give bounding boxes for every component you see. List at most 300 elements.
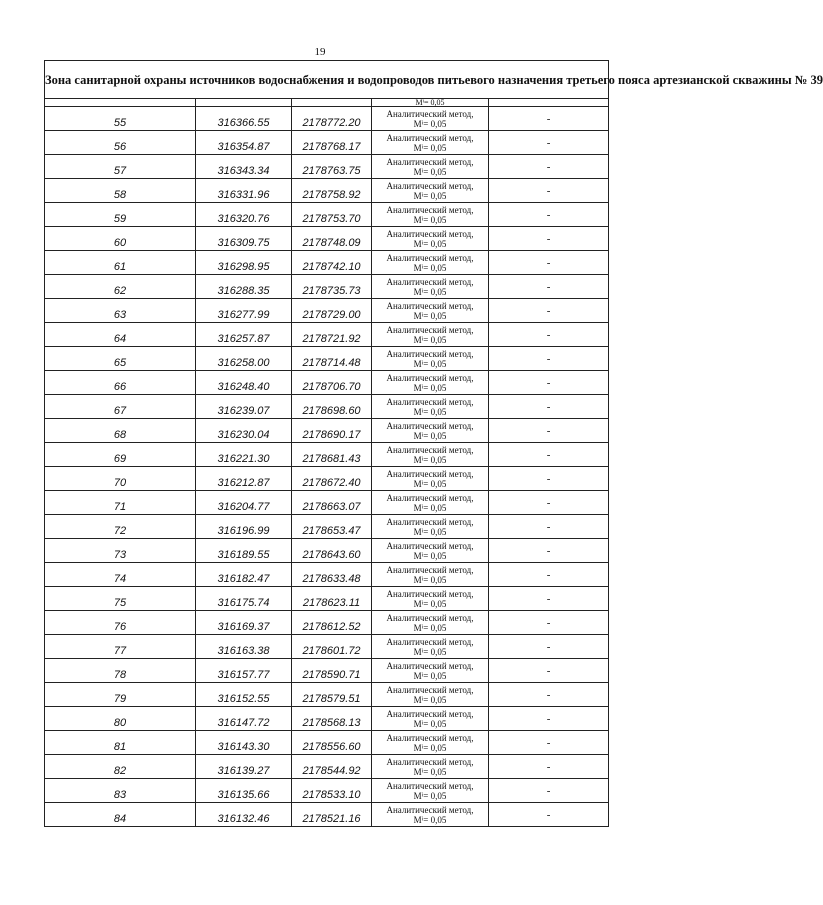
cell-number xyxy=(45,467,196,491)
y-coordinate: 2178753.70 xyxy=(302,212,361,225)
x-coordinate: 316343.34 xyxy=(217,164,270,177)
continuation-row xyxy=(45,99,609,107)
dash-mark: - xyxy=(546,784,551,797)
cell-number xyxy=(45,203,196,227)
cell-y xyxy=(292,803,372,827)
dash-mark: - xyxy=(546,112,551,125)
cell-method xyxy=(372,731,489,755)
x-coordinate: 316175.74 xyxy=(217,596,270,609)
cell-method xyxy=(372,107,489,131)
cell-y xyxy=(292,299,372,323)
x-coordinate: 316298.95 xyxy=(217,260,270,273)
point-number: 84 xyxy=(113,812,127,825)
cell-number xyxy=(45,107,196,131)
cell-y xyxy=(292,539,372,563)
method-value: Mⁱ= 0,05 xyxy=(413,550,447,561)
cell-y xyxy=(292,275,372,299)
cell-extra xyxy=(489,467,609,491)
dash-mark: - xyxy=(546,376,551,389)
table-row xyxy=(45,443,609,467)
table-row xyxy=(45,635,609,659)
y-coordinate: 2178556.60 xyxy=(302,740,361,753)
cell-extra xyxy=(489,515,609,539)
cell-number xyxy=(45,755,196,779)
method-name: Аналитический метод, xyxy=(386,564,474,575)
cell-method xyxy=(372,251,489,275)
cell-y xyxy=(292,707,372,731)
method-name: Аналитический метод, xyxy=(386,108,474,119)
x-coordinate: 316189.55 xyxy=(217,548,270,561)
cell-extra xyxy=(489,99,609,107)
cell-number xyxy=(45,587,196,611)
method-value: Mⁱ= 0,05 xyxy=(413,406,447,417)
dash-mark: - xyxy=(546,400,551,413)
cell-method xyxy=(372,707,489,731)
cell-y xyxy=(292,443,372,467)
dash-mark: - xyxy=(546,640,551,653)
cell-method xyxy=(372,323,489,347)
method-name: Аналитический метод, xyxy=(386,468,474,479)
method-value: Mⁱ= 0,05 xyxy=(413,598,447,609)
cell-y xyxy=(292,563,372,587)
method-name: Аналитический метод, xyxy=(386,156,474,167)
x-coordinate: 316212.87 xyxy=(217,476,270,489)
method-name: Аналитический метод, xyxy=(386,444,474,455)
cell-method xyxy=(372,683,489,707)
cell-method xyxy=(372,539,489,563)
cell-y xyxy=(292,371,372,395)
point-number: 73 xyxy=(113,548,127,561)
cell-y xyxy=(292,515,372,539)
cell-number xyxy=(45,683,196,707)
cell-x xyxy=(196,155,292,179)
cell-extra xyxy=(489,227,609,251)
page-number: 19 xyxy=(314,46,326,58)
cell-extra xyxy=(489,251,609,275)
table-row xyxy=(45,755,609,779)
cell-y xyxy=(292,755,372,779)
point-number: 68 xyxy=(113,428,127,441)
point-number: 74 xyxy=(113,572,127,585)
dash-mark: - xyxy=(546,280,551,293)
cell-extra xyxy=(489,347,609,371)
method-value: Mⁱ= 0,05 xyxy=(413,238,447,249)
method-value: Mⁱ= 0,05 xyxy=(413,190,447,201)
method-name: Аналитический метод, xyxy=(386,420,474,431)
point-number: 66 xyxy=(113,380,127,393)
cell-method xyxy=(372,347,489,371)
point-number: 75 xyxy=(113,596,127,609)
point-number: 78 xyxy=(113,668,127,681)
cell-number xyxy=(45,563,196,587)
cell-extra xyxy=(489,419,609,443)
method-value: Mⁱ= 0,05 xyxy=(413,526,447,537)
dash-mark: - xyxy=(546,520,551,533)
x-coordinate: 316366.55 xyxy=(217,116,270,129)
point-number: 63 xyxy=(113,308,127,321)
dash-mark: - xyxy=(546,232,551,245)
cell-x xyxy=(196,731,292,755)
y-coordinate: 2178772.20 xyxy=(302,116,361,129)
method-value: Mⁱ= 0,05 xyxy=(413,262,447,273)
cell-number xyxy=(45,659,196,683)
method-value: Mⁱ= 0,05 xyxy=(413,814,447,825)
cell-number xyxy=(45,99,196,107)
cell-extra xyxy=(489,491,609,515)
point-number: 62 xyxy=(113,284,127,297)
cell-y xyxy=(292,131,372,155)
cell-method xyxy=(372,659,489,683)
cell-extra xyxy=(489,755,609,779)
x-coordinate: 316182.47 xyxy=(217,572,270,585)
cell-y xyxy=(292,587,372,611)
dash-mark: - xyxy=(546,208,551,221)
cell-extra xyxy=(489,563,609,587)
cell-number xyxy=(45,707,196,731)
cell-number xyxy=(45,443,196,467)
dash-mark: - xyxy=(546,424,551,437)
x-coordinate: 316221.30 xyxy=(217,452,270,465)
dash-mark: - xyxy=(546,136,551,149)
cell-extra xyxy=(489,299,609,323)
dash-mark: - xyxy=(546,160,551,173)
point-number: 58 xyxy=(113,188,127,201)
cell-number xyxy=(45,803,196,827)
method-value: Mⁱ= 0,05 xyxy=(413,454,447,465)
table-row xyxy=(45,227,609,251)
y-coordinate: 2178698.60 xyxy=(302,404,361,417)
method-value: Mⁱ= 0,05 xyxy=(413,646,447,657)
cell-x xyxy=(196,203,292,227)
point-number: 80 xyxy=(113,716,127,729)
table-row xyxy=(45,707,609,731)
table-row xyxy=(45,371,609,395)
x-coordinate: 316152.55 xyxy=(217,692,270,705)
cell-number xyxy=(45,491,196,515)
cell-method xyxy=(372,803,489,827)
table-row xyxy=(45,515,609,539)
cell-y xyxy=(292,99,372,107)
y-coordinate: 2178653.47 xyxy=(302,524,361,537)
table-row xyxy=(45,107,609,131)
cell-x xyxy=(196,299,292,323)
cell-method xyxy=(372,275,489,299)
method-value: Mⁱ= 0,05 xyxy=(413,166,447,177)
cell-extra xyxy=(489,635,609,659)
method-value: Mⁱ= 0,05 xyxy=(413,214,447,225)
cell-y xyxy=(292,395,372,419)
y-coordinate: 2178681.43 xyxy=(302,452,361,465)
dash-mark: - xyxy=(546,616,551,629)
method-name: Аналитический метод, xyxy=(386,324,474,335)
method-value: Mⁱ= 0,05 xyxy=(413,718,447,729)
table-row xyxy=(45,491,609,515)
cell-extra xyxy=(489,155,609,179)
x-coordinate: 316147.72 xyxy=(217,716,270,729)
table-row xyxy=(45,131,609,155)
cell-method xyxy=(372,755,489,779)
cell-x xyxy=(196,443,292,467)
dash-mark: - xyxy=(546,352,551,365)
table-row xyxy=(45,467,609,491)
cell-x xyxy=(196,659,292,683)
cell-y xyxy=(292,227,372,251)
method-name: Аналитический метод, xyxy=(386,516,474,527)
cell-method xyxy=(372,371,489,395)
x-coordinate: 316258.00 xyxy=(217,356,270,369)
method-value: Mⁱ= 0,05 xyxy=(413,622,447,633)
y-coordinate: 2178768.17 xyxy=(302,140,361,153)
y-coordinate: 2178643.60 xyxy=(302,548,361,561)
cell-extra xyxy=(489,707,609,731)
cell-y xyxy=(292,683,372,707)
dash-mark: - xyxy=(546,568,551,581)
cell-extra xyxy=(489,443,609,467)
y-coordinate: 2178544.92 xyxy=(302,764,361,777)
cell-x xyxy=(196,323,292,347)
cell-x xyxy=(196,683,292,707)
method-name: Аналитический метод, xyxy=(386,180,474,191)
cell-method xyxy=(372,155,489,179)
method-name: Аналитический метод, xyxy=(386,492,474,503)
dash-mark: - xyxy=(546,664,551,677)
cell-y xyxy=(292,179,372,203)
table-row xyxy=(45,779,609,803)
x-coordinate: 316257.87 xyxy=(217,332,270,345)
dash-mark: - xyxy=(546,184,551,197)
cell-method-tail: Mⁱ= 0,05 xyxy=(372,99,489,107)
y-coordinate: 2178633.48 xyxy=(302,572,361,585)
cell-extra xyxy=(489,275,609,299)
table-row xyxy=(45,683,609,707)
cell-method xyxy=(372,491,489,515)
x-coordinate: 316139.27 xyxy=(217,764,270,777)
method-name: Аналитический метод, xyxy=(386,708,474,719)
cell-method xyxy=(372,779,489,803)
cell-y xyxy=(292,251,372,275)
x-coordinate: 316277.99 xyxy=(217,308,270,321)
method-value: Mⁱ= 0,05 xyxy=(413,478,447,489)
cell-y xyxy=(292,491,372,515)
point-number: 57 xyxy=(113,164,127,177)
cell-number xyxy=(45,131,196,155)
table-row xyxy=(45,323,609,347)
y-coordinate: 2178742.10 xyxy=(302,260,361,273)
table-row xyxy=(45,587,609,611)
dash-mark: - xyxy=(546,472,551,485)
cell-number xyxy=(45,347,196,371)
cell-x xyxy=(196,611,292,635)
dash-mark: - xyxy=(546,592,551,605)
method-value: Mⁱ= 0,05 xyxy=(413,118,447,129)
y-coordinate: 2178748.09 xyxy=(302,236,361,249)
point-number: 64 xyxy=(113,332,127,345)
y-coordinate: 2178612.52 xyxy=(302,620,361,633)
cell-x xyxy=(196,515,292,539)
point-number: 81 xyxy=(113,740,127,753)
method-name: Аналитический метод, xyxy=(386,732,474,743)
cell-y xyxy=(292,611,372,635)
x-coordinate: 316143.30 xyxy=(217,740,270,753)
cell-number xyxy=(45,179,196,203)
cell-y xyxy=(292,203,372,227)
dash-mark: - xyxy=(546,736,551,749)
cell-y xyxy=(292,419,372,443)
cell-y xyxy=(292,467,372,491)
cell-x xyxy=(196,563,292,587)
cell-number xyxy=(45,227,196,251)
table-row xyxy=(45,251,609,275)
table-title: Зона санитарной охраны источников водоснабжения и водопроводов питьевого назначения третьего пояса артезианской скважины № 39 xyxy=(45,61,609,99)
y-coordinate: 2178729.00 xyxy=(302,308,361,321)
cell-extra xyxy=(489,395,609,419)
cell-x xyxy=(196,779,292,803)
point-number: 79 xyxy=(113,692,127,705)
method-name: Аналитический метод, xyxy=(386,588,474,599)
table-row xyxy=(45,155,609,179)
cell-number xyxy=(45,251,196,275)
method-name: Аналитический метод, xyxy=(386,204,474,215)
cell-number xyxy=(45,323,196,347)
cell-x xyxy=(196,99,292,107)
point-number: 77 xyxy=(113,644,127,657)
method-value: Mⁱ= 0,05 xyxy=(413,142,447,153)
cell-method xyxy=(372,419,489,443)
y-coordinate: 2178763.75 xyxy=(302,164,361,177)
cell-number xyxy=(45,155,196,179)
cell-method xyxy=(372,227,489,251)
dash-mark: - xyxy=(546,808,551,821)
cell-extra xyxy=(489,539,609,563)
dash-mark: - xyxy=(546,712,551,725)
method-name: Аналитический метод, xyxy=(386,780,474,791)
point-number: 55 xyxy=(113,116,127,129)
method-name: Аналитический метод, xyxy=(386,684,474,695)
x-coordinate: 316163.38 xyxy=(217,644,270,657)
method-name: Аналитический метод, xyxy=(386,252,474,263)
cell-number xyxy=(45,275,196,299)
y-coordinate: 2178521.16 xyxy=(302,812,361,825)
cell-number xyxy=(45,419,196,443)
cell-extra xyxy=(489,731,609,755)
cell-y xyxy=(292,107,372,131)
table-row xyxy=(45,659,609,683)
x-coordinate: 316157.77 xyxy=(217,668,270,681)
method-name: Аналитический метод, xyxy=(386,660,474,671)
method-value: Mⁱ= 0,05 xyxy=(413,502,447,513)
method-name: Аналитический метод, xyxy=(386,636,474,647)
cell-extra xyxy=(489,587,609,611)
cell-number xyxy=(45,299,196,323)
point-number: 69 xyxy=(113,452,127,465)
cell-y xyxy=(292,155,372,179)
cell-x xyxy=(196,131,292,155)
dash-mark: - xyxy=(546,304,551,317)
table-row xyxy=(45,539,609,563)
table-row xyxy=(45,179,609,203)
cell-method xyxy=(372,299,489,323)
cell-y xyxy=(292,731,372,755)
method-name: Аналитический метод, xyxy=(386,396,474,407)
point-number: 59 xyxy=(113,212,127,225)
x-coordinate: 316135.66 xyxy=(217,788,270,801)
table-row xyxy=(45,347,609,371)
method-value: Mⁱ= 0,05 xyxy=(413,358,447,369)
cell-x xyxy=(196,107,292,131)
method-name: Аналитический метод, xyxy=(386,228,474,239)
method-name: Аналитический метод, xyxy=(386,540,474,551)
y-coordinate: 2178714.48 xyxy=(302,356,361,369)
x-coordinate: 316230.04 xyxy=(217,428,270,441)
point-number: 56 xyxy=(113,140,127,153)
y-coordinate: 2178623.11 xyxy=(302,596,361,609)
cell-extra xyxy=(489,611,609,635)
method-value: Mⁱ= 0,05 xyxy=(413,334,447,345)
cell-method xyxy=(372,443,489,467)
table-row xyxy=(45,611,609,635)
cell-x xyxy=(196,371,292,395)
cell-x xyxy=(196,347,292,371)
dash-mark: - xyxy=(546,256,551,269)
cell-x xyxy=(196,227,292,251)
x-coordinate: 316196.99 xyxy=(217,524,270,537)
point-number: 83 xyxy=(113,788,127,801)
point-number: 82 xyxy=(113,764,127,777)
x-coordinate: 316320.76 xyxy=(217,212,270,225)
cell-y xyxy=(292,347,372,371)
cell-extra xyxy=(489,107,609,131)
cell-x xyxy=(196,395,292,419)
method-value: Mⁱ= 0,05 xyxy=(413,790,447,801)
y-coordinate: 2178672.40 xyxy=(302,476,361,489)
dash-mark: - xyxy=(546,448,551,461)
cell-method xyxy=(372,203,489,227)
point-number: 60 xyxy=(113,236,127,249)
table-row xyxy=(45,299,609,323)
dash-mark: - xyxy=(546,328,551,341)
y-coordinate: 2178706.70 xyxy=(302,380,361,393)
dash-mark: - xyxy=(546,760,551,773)
cell-extra xyxy=(489,683,609,707)
cell-extra xyxy=(489,779,609,803)
point-number: 65 xyxy=(113,356,127,369)
cell-number xyxy=(45,731,196,755)
cell-method xyxy=(372,179,489,203)
cell-method xyxy=(372,563,489,587)
method-value: Mⁱ= 0,05 xyxy=(413,382,447,393)
cell-number xyxy=(45,539,196,563)
method-value: Mⁱ= 0,05 xyxy=(413,286,447,297)
cell-extra xyxy=(489,323,609,347)
x-coordinate: 316331.96 xyxy=(217,188,270,201)
x-coordinate: 316354.87 xyxy=(217,140,270,153)
y-coordinate: 2178590.71 xyxy=(302,668,361,681)
cell-extra xyxy=(489,371,609,395)
table-row xyxy=(45,803,609,827)
method-name: Аналитический метод, xyxy=(386,804,474,815)
method-name: Аналитический метод, xyxy=(386,372,474,383)
y-coordinate: 2178579.51 xyxy=(302,692,361,705)
table-row xyxy=(45,731,609,755)
cell-method xyxy=(372,587,489,611)
cell-x xyxy=(196,635,292,659)
method-value: Mⁱ= 0,05 xyxy=(413,574,447,585)
method-name: Аналитический метод, xyxy=(386,612,474,623)
x-coordinate: 316248.40 xyxy=(217,380,270,393)
y-coordinate: 2178568.13 xyxy=(302,716,361,729)
method-value: Mⁱ= 0,05 xyxy=(413,742,447,753)
cell-number xyxy=(45,371,196,395)
